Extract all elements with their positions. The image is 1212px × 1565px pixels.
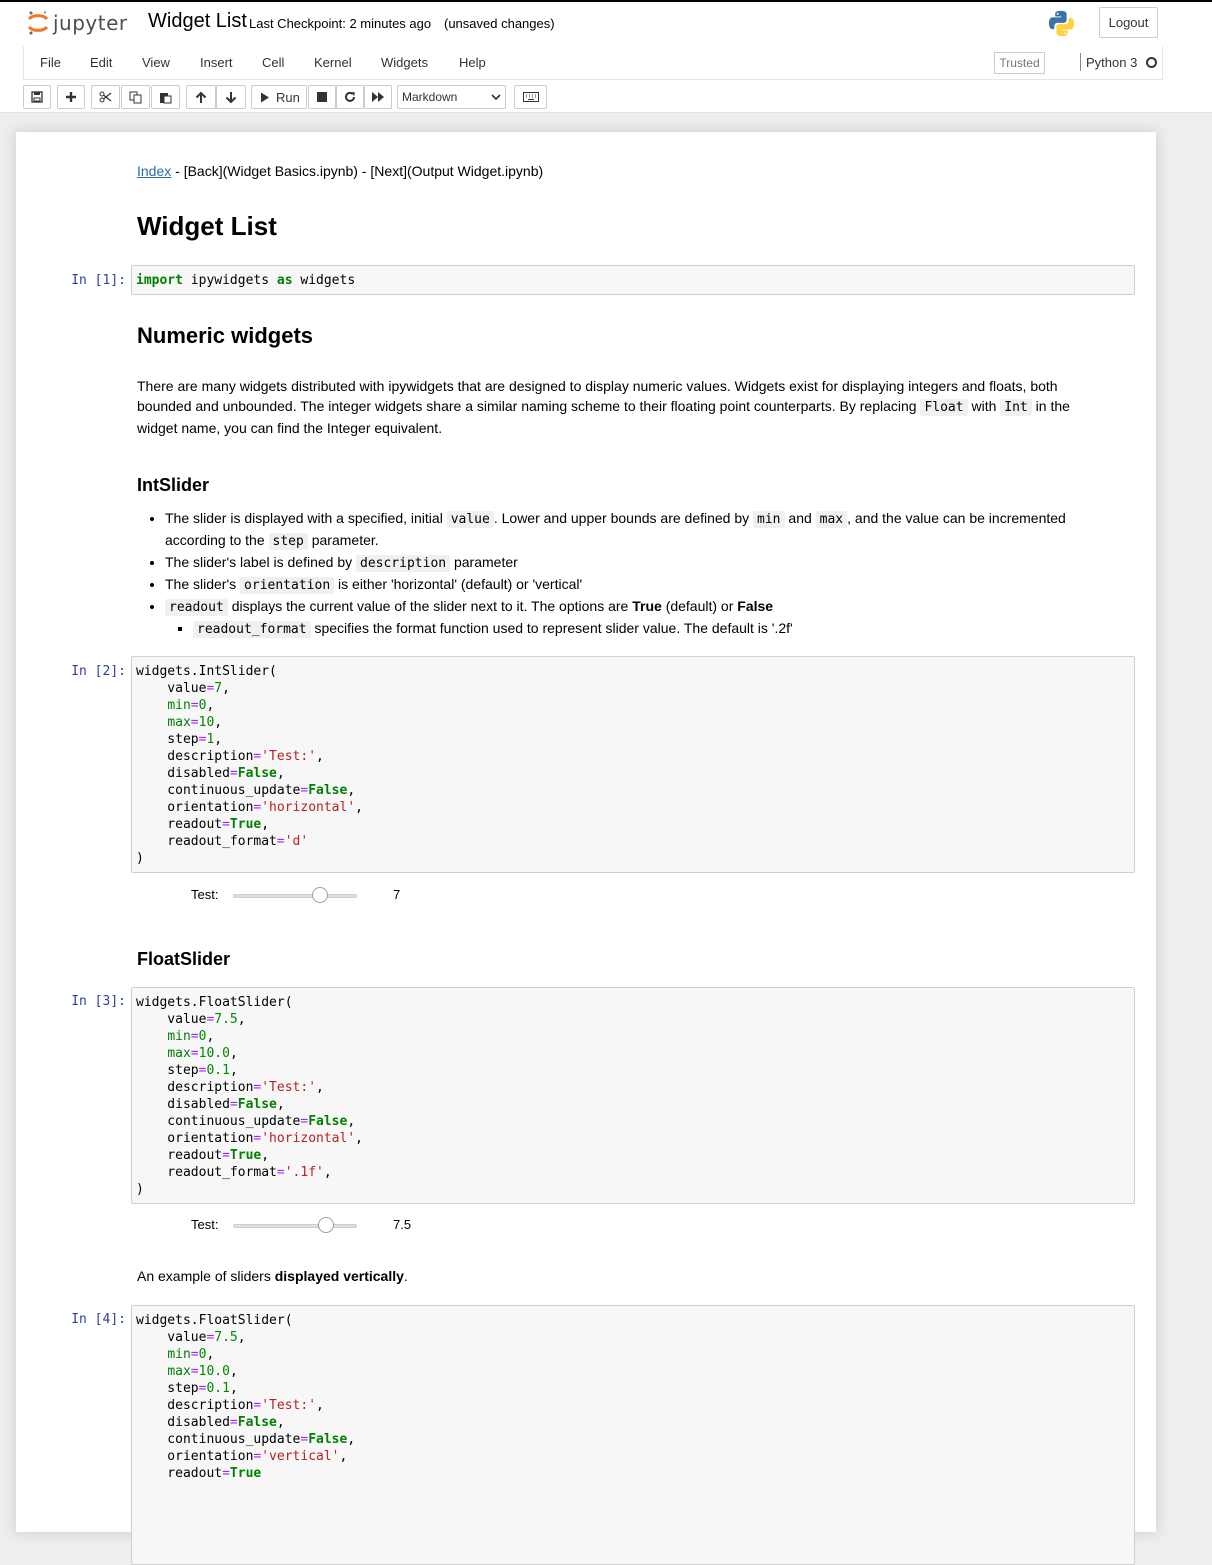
- heading-intslider: IntSlider: [137, 475, 210, 495]
- code-token: ,: [229, 1364, 238, 1379]
- code-token: 'horizontal': [261, 800, 356, 815]
- logout-button[interactable]: Logout: [1099, 7, 1158, 38]
- code-token: False: [308, 783, 348, 798]
- move-up-button[interactable]: [186, 85, 216, 109]
- code-token: readout_format: [136, 834, 277, 849]
- code-token: 0.1: [206, 1381, 230, 1396]
- code-token: [136, 1046, 167, 1061]
- code-token: True: [229, 817, 262, 832]
- code-token: ,: [355, 1131, 363, 1146]
- code-keyword-import: import: [136, 273, 183, 288]
- header: [0, 2, 1212, 113]
- list-item: • readout displays the current value of the slider next to it. The options are True (default) or False ▪ readout_format specifies the format function used to represent slider value. The default is '.2f': [165, 596, 1117, 640]
- menu-edit[interactable]: Edit: [90, 55, 113, 70]
- code-token: orientation: [136, 1449, 254, 1464]
- code-token: =: [190, 1347, 199, 1362]
- index-link[interactable]: Index: [137, 163, 172, 179]
- inline-code: value: [447, 511, 494, 528]
- code-token: =: [300, 783, 309, 798]
- restart-button[interactable]: [336, 85, 364, 109]
- menu-help[interactable]: Help: [459, 55, 486, 70]
- menu-view[interactable]: View: [142, 55, 170, 70]
- code-token: [136, 698, 167, 713]
- menubar: [23, 46, 1163, 80]
- code-token: widgets.FloatSlider(: [136, 1313, 293, 1328]
- code-cell-1[interactable]: import ipywidgets as widgets: [131, 265, 1135, 295]
- code-token: max: [167, 715, 191, 730]
- slider-handle[interactable]: [312, 887, 328, 903]
- slider-readout: 7.5: [393, 1217, 412, 1232]
- sub-list: [165, 618, 1117, 640]
- code-token: ,: [316, 1398, 324, 1413]
- code-token: ,: [222, 681, 230, 696]
- code-token: 7.5: [214, 1330, 238, 1345]
- paste-button[interactable]: [151, 85, 180, 109]
- menu-insert[interactable]: Insert: [200, 55, 233, 70]
- kernel-idle-icon: [1146, 57, 1157, 68]
- menu-widgets[interactable]: Widgets: [381, 55, 428, 70]
- code-token: value: [136, 1330, 207, 1345]
- code-token: widgets.IntSlider(: [136, 664, 277, 679]
- kernel-separator: [1080, 53, 1081, 71]
- code-token: ,: [276, 766, 285, 781]
- code-token: description: [136, 1398, 254, 1413]
- code-token: 7: [214, 681, 223, 696]
- code-token: readout: [136, 1466, 223, 1481]
- para-text: with: [971, 398, 997, 414]
- code-token: widgets.FloatSlider(: [136, 995, 293, 1010]
- code-token: ,: [347, 783, 356, 798]
- floatslider-widget[interactable]: [137, 1211, 537, 1239]
- inline-code: Float: [920, 399, 967, 416]
- code-token: 0: [198, 1347, 207, 1362]
- code-token: orientation: [136, 800, 254, 815]
- code-token: =: [300, 1432, 309, 1447]
- cut-button[interactable]: [91, 85, 120, 109]
- nav-links: [137, 161, 543, 181]
- code-token: ,: [347, 1114, 356, 1129]
- code-token: ,: [206, 698, 215, 713]
- code-keyword-as: as: [276, 273, 293, 288]
- inline-code: min: [753, 511, 784, 528]
- code-token: ,: [206, 1029, 215, 1044]
- code-token: False: [237, 1097, 277, 1112]
- arrow-down-icon: [225, 91, 237, 104]
- run-button[interactable]: [251, 85, 307, 109]
- code-token: ,: [237, 1012, 246, 1027]
- para-text: in the widget name, you can find the Integer equivalent.: [137, 398, 1070, 436]
- code-token: =: [253, 1080, 262, 1095]
- code-token: ,: [214, 715, 223, 730]
- code-token: =: [206, 1330, 215, 1345]
- paste-icon: [159, 91, 172, 104]
- code-token: True: [229, 1466, 262, 1481]
- code-token: max: [167, 1364, 191, 1379]
- inline-code: max: [816, 511, 847, 528]
- restart-icon: [344, 91, 356, 103]
- heading-floatslider: FloatSlider: [137, 949, 231, 969]
- code-token: 'horizontal': [261, 1131, 356, 1146]
- code-token: =: [276, 834, 285, 849]
- code-token: description: [136, 1080, 254, 1095]
- code-token: =: [206, 1012, 215, 1027]
- code-token: ,: [276, 1097, 285, 1112]
- menu-kernel[interactable]: Kernel: [314, 55, 352, 70]
- code-token: =: [222, 817, 230, 832]
- code-token: =: [206, 681, 215, 696]
- page-title: Widget List: [137, 211, 277, 241]
- stop-icon: [317, 92, 327, 102]
- interrupt-button[interactable]: [308, 85, 336, 109]
- code-token: disabled: [136, 766, 230, 781]
- slider-readout: 7: [393, 887, 401, 902]
- code-token: ,: [261, 817, 270, 832]
- inline-code: orientation: [240, 577, 334, 594]
- run-label: Run: [276, 89, 300, 105]
- code-token: ,: [229, 1063, 238, 1078]
- cell-prompt: In [3]:: [71, 994, 126, 1009]
- code-token: ,: [316, 1080, 324, 1095]
- code-token: disabled: [136, 1415, 230, 1430]
- copy-icon: [129, 91, 142, 104]
- inline-code: Int: [1000, 399, 1031, 416]
- code-token: [136, 715, 167, 730]
- code-token: continuous_update: [136, 783, 301, 798]
- code-token: 1: [206, 732, 215, 747]
- code-token: orientation: [136, 1131, 254, 1146]
- code-token: =: [190, 1364, 199, 1379]
- code-token: =: [253, 1449, 262, 1464]
- code-token: step: [136, 1063, 199, 1078]
- list-item: • The slider is displayed with a specified, initial value . Lower and upper bounds are defined by min and max , and the value can be incremented according to the step parameter.: [165, 508, 1117, 552]
- code-cell-2[interactable]: [131, 656, 1135, 873]
- code-token: description: [136, 749, 254, 764]
- cell-prompt: In [1]:: [71, 273, 126, 288]
- code-token: continuous_update: [136, 1114, 301, 1129]
- run-icon: [260, 92, 270, 103]
- code-token: =: [198, 1063, 207, 1078]
- trusted-indicator[interactable]: Trusted: [994, 52, 1045, 74]
- code-token: =: [222, 1148, 230, 1163]
- code-token: 'Test:': [261, 1398, 317, 1413]
- code-token: 0.1: [206, 1063, 230, 1078]
- code-token: 10: [198, 715, 215, 730]
- kernel-name[interactable]: Python 3: [1086, 55, 1138, 70]
- code-token: step: [136, 1381, 199, 1396]
- code-token: =: [222, 1466, 230, 1481]
- notebook-container: [16, 132, 1156, 1532]
- code-token: ,: [237, 1330, 246, 1345]
- list-item: • The slider's label is defined by description parameter: [165, 552, 1117, 574]
- save-button[interactable]: [23, 85, 51, 109]
- code-cell-4[interactable]: [131, 1305, 1135, 1565]
- code-token: =: [229, 1415, 238, 1430]
- code-token: False: [308, 1432, 348, 1447]
- vertical-sliders-paragraph: An example of sliders displayed vertically.: [137, 1268, 408, 1284]
- code-token: ,: [229, 1381, 238, 1396]
- code-token: ,: [339, 1449, 348, 1464]
- code-token: True: [229, 1148, 262, 1163]
- code-token: 7.5: [214, 1012, 238, 1027]
- slider-handle[interactable]: [318, 1217, 334, 1233]
- para-text: There are many widgets distributed with ipywidgets that are designed to display numeric values. Widgets exist for displaying integers and floats, both bounded and unbounded. The integer widgets share a similar naming scheme to their floating point counterparts. By replacing: [137, 378, 1058, 414]
- cell-prompt: In [4]:: [71, 1312, 126, 1327]
- menu-file[interactable]: File: [40, 55, 61, 70]
- insert-cell-button[interactable]: [57, 85, 85, 109]
- cell-type-value: Markdown: [402, 90, 458, 104]
- code-cell-3[interactable]: [131, 987, 1135, 1204]
- inline-code: description: [356, 555, 450, 572]
- chevron-down-icon: [491, 92, 501, 102]
- code-token: max: [167, 1046, 191, 1061]
- code-token: min: [167, 698, 191, 713]
- notebook-title[interactable]: Widget List: [148, 10, 247, 32]
- code-token: [136, 1347, 167, 1362]
- code-token: False: [237, 766, 277, 781]
- code-token: [136, 1029, 167, 1044]
- keyboard-icon: [523, 92, 539, 102]
- intslider-widget[interactable]: [137, 881, 537, 909]
- code-token: value: [136, 681, 207, 696]
- code-token: 'Test:': [261, 1080, 317, 1095]
- heading-numeric-widgets: Numeric widgets: [137, 323, 314, 348]
- cell-prompt: In [2]:: [71, 664, 126, 679]
- numeric-paragraph: [137, 376, 1102, 438]
- code-token: continuous_update: [136, 1432, 301, 1447]
- list-item: • The slider's orientation is either 'horizontal' (default) or 'vertical': [165, 574, 1117, 596]
- intslider-bullets: [137, 508, 1117, 640]
- code-token: readout_format: [136, 1165, 277, 1180]
- code-token: =: [190, 1046, 199, 1061]
- fast-forward-icon: [372, 92, 385, 102]
- code-token: ): [136, 1182, 144, 1197]
- code-token: ): [136, 851, 144, 866]
- unsaved-indicator: (unsaved changes): [444, 16, 555, 31]
- code-token: =: [300, 1114, 309, 1129]
- slider-track[interactable]: [233, 894, 357, 898]
- copy-button[interactable]: [121, 85, 150, 109]
- cut-icon: [99, 91, 112, 103]
- code-token: =: [190, 1029, 199, 1044]
- code-token: =: [229, 766, 238, 781]
- slider-track[interactable]: [233, 1224, 357, 1228]
- code-token: =: [276, 1165, 285, 1180]
- code-token: ,: [347, 1432, 356, 1447]
- code-token: 'vertical': [261, 1449, 340, 1464]
- code-token: =: [190, 698, 199, 713]
- code-token: '.1f': [284, 1165, 324, 1180]
- move-down-button[interactable]: [216, 85, 246, 109]
- code-token: =: [253, 749, 262, 764]
- code-token: ,: [316, 749, 324, 764]
- code-token: =: [198, 732, 207, 747]
- code-token: ,: [214, 732, 223, 747]
- code-token: 0: [198, 1029, 207, 1044]
- list-item: ▪ readout_format specifies the format function used to represent slider value. The default is '.2f': [193, 618, 1117, 640]
- nav-rest: - [Back](Widget Basics.ipynb) - [Next](Output Widget.ipynb): [171, 163, 544, 179]
- code-token: min: [167, 1029, 191, 1044]
- code-token: ,: [276, 1415, 285, 1430]
- code-token: =: [198, 1381, 207, 1396]
- code-token: readout: [136, 1148, 223, 1163]
- code-token: ,: [323, 1165, 332, 1180]
- inline-code: step: [269, 533, 308, 550]
- code-token: [136, 1364, 167, 1379]
- logo-text: jupyter: [53, 11, 128, 35]
- cell-type-select[interactable]: [397, 85, 506, 109]
- slider-label: Test:: [191, 887, 219, 902]
- jupyter-logo[interactable]: [27, 8, 128, 38]
- code-token: value: [136, 1012, 207, 1027]
- code-token: False: [308, 1114, 348, 1129]
- slider-label: Test:: [191, 1217, 219, 1232]
- code-token: ,: [355, 800, 363, 815]
- code-token: 0: [198, 698, 207, 713]
- code-token: =: [253, 1398, 262, 1413]
- code-token: =: [253, 1131, 262, 1146]
- code-token: False: [237, 1415, 277, 1430]
- code-token: ,: [206, 1347, 215, 1362]
- python-logo-icon: [1047, 9, 1076, 38]
- command-palette-button[interactable]: [514, 85, 547, 109]
- code-token: 10.0: [198, 1046, 230, 1061]
- save-icon: [31, 91, 43, 103]
- jupyter-logo-icon: [27, 10, 49, 36]
- menu-cell[interactable]: Cell: [262, 55, 285, 70]
- page-scrollbar[interactable]: [1166, 113, 1212, 1474]
- code-token: 'd': [284, 834, 309, 849]
- code-token: min: [167, 1347, 191, 1362]
- code-token: ,: [261, 1148, 270, 1163]
- plus-icon: [65, 91, 77, 103]
- code-token: =: [229, 1097, 238, 1112]
- code-token: step: [136, 732, 199, 747]
- checkpoint-status: Last Checkpoint: 2 minutes ago: [249, 16, 432, 31]
- code-token: 'Test:': [261, 749, 317, 764]
- code-token: ,: [229, 1046, 238, 1061]
- arrow-up-icon: [195, 91, 207, 104]
- code-token: =: [253, 800, 262, 815]
- restart-run-all-button[interactable]: [364, 85, 392, 109]
- code-token: 10.0: [198, 1364, 230, 1379]
- code-token: =: [190, 715, 199, 730]
- code-token: readout: [136, 817, 223, 832]
- code-token: disabled: [136, 1097, 230, 1112]
- inline-code: readout_format: [193, 621, 311, 638]
- inline-code: readout: [165, 599, 228, 616]
